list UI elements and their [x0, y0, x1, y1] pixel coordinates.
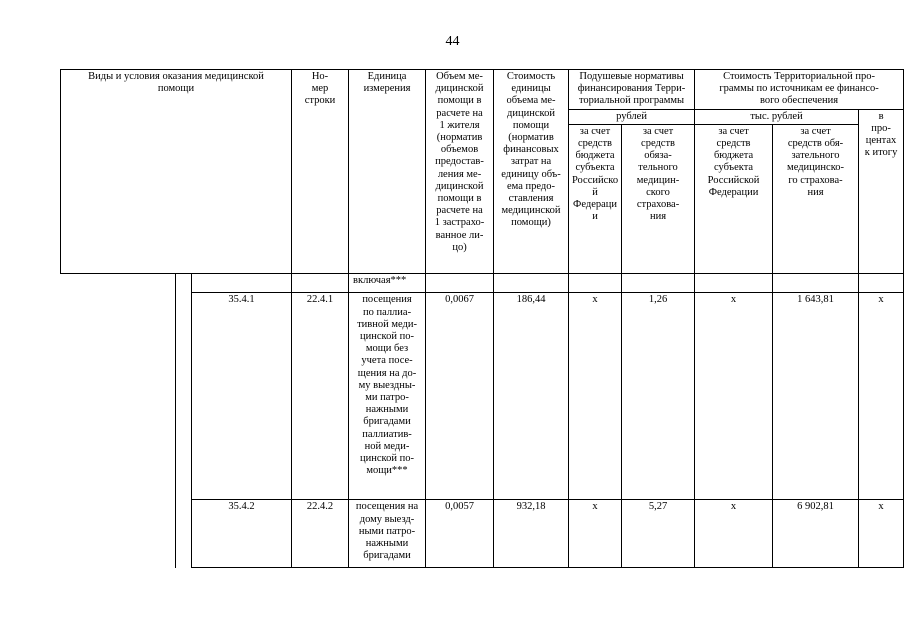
table-row: [61, 500, 904, 568]
header-types-conditions: Виды и условия оказания медицинской помощи: [61, 70, 292, 274]
financing-table: [60, 69, 904, 568]
table-row: [61, 273, 904, 293]
percent-cell: х: [859, 500, 904, 568]
header-row-1: [61, 70, 904, 110]
header-insurance: за счет средств обяза- тельного медицин- ского страхова- ния: [622, 124, 695, 273]
header-budget-subject-2: за счет средств бюджета субъекта Российской Федерации: [695, 124, 773, 273]
header-row-number: Но- мер строки: [292, 70, 349, 274]
row-number-cell: 22.4.2: [292, 500, 349, 568]
row-number-cell: 22.4.1: [292, 293, 349, 500]
header-rubles: рублей: [569, 109, 695, 124]
code-cell: 35.4.2: [192, 500, 292, 568]
header-unit: Единица измерения: [349, 70, 426, 274]
header-territorial-cost: Стоимость Территориальной про- граммы по источникам ее финансо- вого обеспечения: [695, 70, 904, 110]
code-cell: 35.4.1: [192, 293, 292, 500]
cost-cell: 932,18: [494, 500, 569, 568]
budget-per-capita-cell: х: [569, 293, 622, 500]
cost-cell: 186,44: [494, 293, 569, 500]
unit-cell: включая***: [349, 273, 426, 293]
header-budget-subject: за счет средств бюджета субъекта Российской Федерации: [569, 124, 622, 273]
oms-total-cell: 6 902,81: [773, 500, 859, 568]
unit-cell: посещения на дому выезд- ными патро- нажными бригадами: [349, 500, 426, 568]
oms-per-capita-cell: 1,26: [622, 293, 695, 500]
header-percent-total: в про- центах к итогу: [859, 109, 904, 273]
oms-per-capita-cell: 5,27: [622, 500, 695, 568]
volume-cell: 0,0057: [426, 500, 494, 568]
table-row: [61, 293, 904, 500]
page-number: 44: [445, 34, 460, 49]
volume-cell: 0,0067: [426, 293, 494, 500]
header-insurance-2: за счет средств обя- зательного медицинско- го страхова- ния: [773, 124, 859, 273]
oms-total-cell: 1 643,81: [773, 293, 859, 500]
header-cost: Стоимость единицы объема ме- дицинской помощи (норматив финансовых затрат на единицу объ- ема предо- ставления медицинской помощи): [494, 70, 569, 274]
header-volume: Объем ме- дицинской помощи в расчете на 1 жителя (норматив объемов предостав- ления ме- дицинской помощи в расчете на 1 застрахо- ванное ли- цо): [426, 70, 494, 274]
percent-cell: х: [859, 293, 904, 500]
header-thousand-rubles: тыс. рублей: [695, 109, 859, 124]
header-per-capita: Подушевые нормативы финансирования Терри- ториальной программы: [569, 70, 695, 110]
unit-cell: посещения по паллиа- тивной меди- цинской по- мощи без учета посе- щения на до- му выездны- ми патро- нажными бригадами паллиатив- ной меди- цинской по- мощи***: [349, 293, 426, 500]
budget-per-capita-cell: х: [569, 500, 622, 568]
budget-total-cell: х: [695, 293, 773, 500]
budget-total-cell: х: [695, 500, 773, 568]
